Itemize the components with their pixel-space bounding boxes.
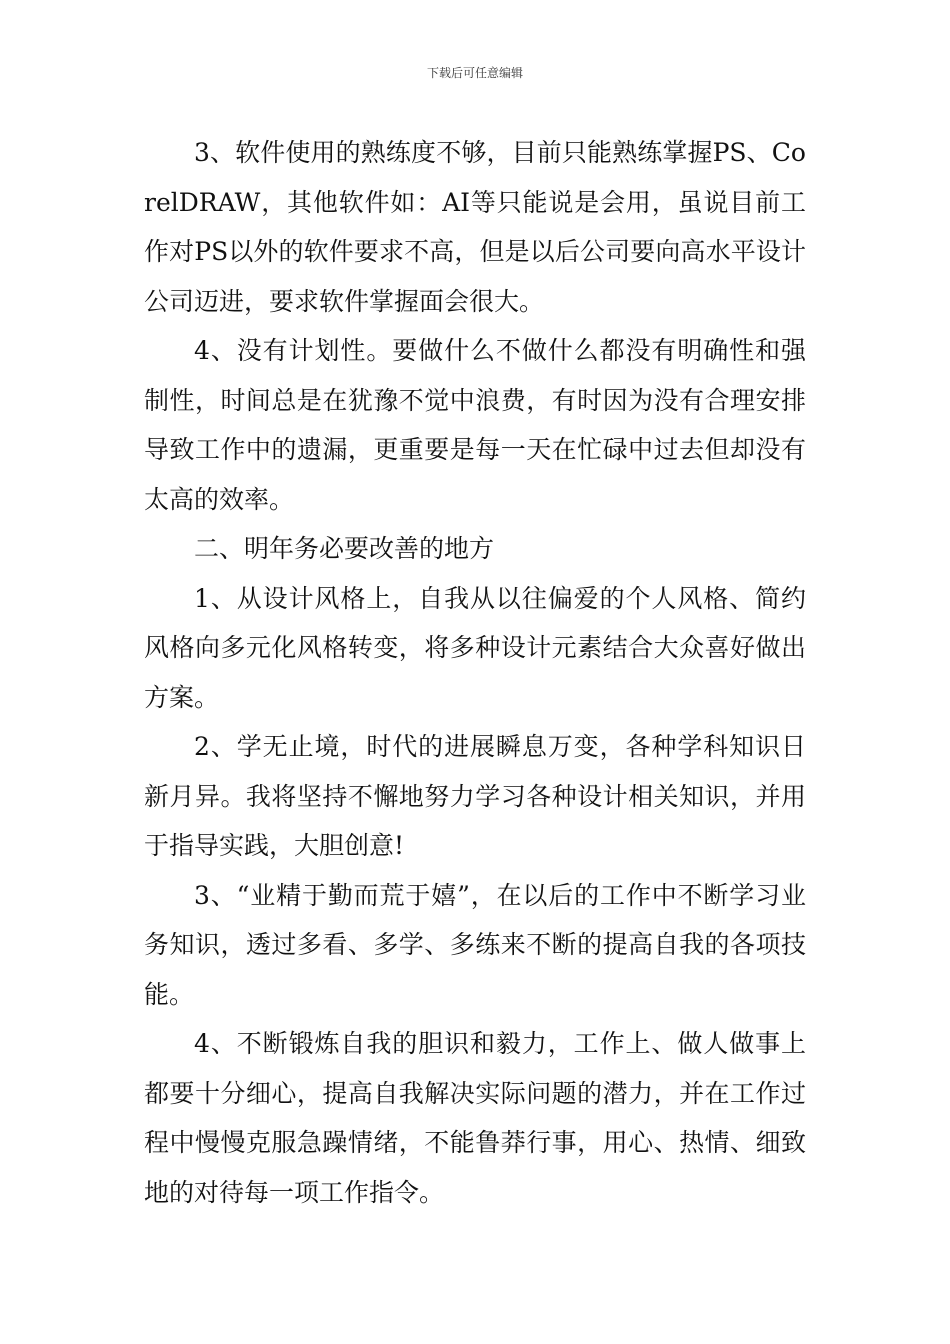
paragraph-diligence: 3、“业精于勤而荒于嬉”，在以后的工作中不断学习业务知识，透过多看、多学、多练来不断的提高自我的各项技能。 — [144, 880, 806, 1009]
document-body — [144, 128, 806, 1217]
paragraph-planning: 4、没有计划性。要做什么不做什么都没有明确性和强制性，时间总是在犹豫不觉中浪费，有时因为没有合理安排导致工作中的遗漏，更重要是每一天在忙碌中过去但却没有太高的效率。 — [144, 336, 806, 514]
page-header: 下载后可任意编辑 — [426, 66, 523, 80]
paragraph-design-style: 1、从设计风格上，自我从以往偏爱的个人风格、简约风格向多元化风格转变，将多种设计元素结合大众喜好做出方案。 — [144, 583, 806, 712]
section-heading-improvements: 二、明年务必要改善的地方 — [194, 534, 495, 563]
paragraph-software-skills: 3、软件使用的熟练度不够，目前只能熟练掌握PS、CorelDRAW，其他软件如：AI等只能说是会用，虽说目前工作对PS以外的软件要求不高，但是以后公司要向高水平设计公司迈进，要求软件掌握面会很大。 — [144, 138, 806, 316]
paragraph-perseverance: 4、不断锻炼自我的胆识和毅力，工作上、做人做事上都要十分细心，提高自我解决实际问题的潜力，并在工作过程中慢慢克服急躁情绪，不能鲁莽行事，用心、热情、细致地的对待每一项工作指令。 — [144, 1029, 806, 1207]
paragraph-learning: 2、学无止境，时代的进展瞬息万变，各种学科知识日新月异。我将坚持不懈地努力学习各种设计相关知识，并用于指导实践，大胆创意! — [144, 732, 806, 860]
